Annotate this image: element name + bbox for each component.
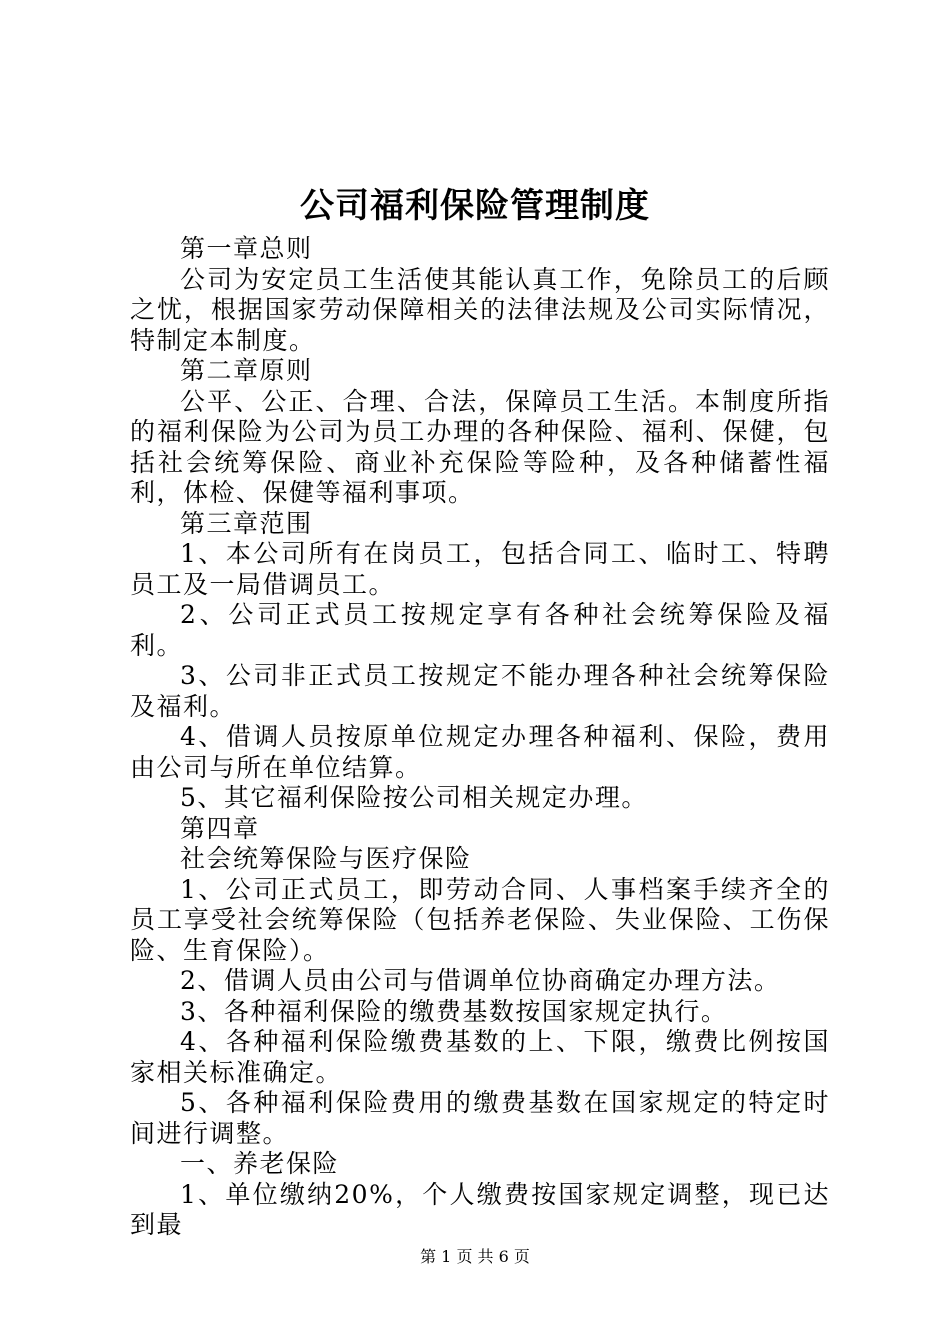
list-item: 1、公司正式员工，即劳动合同、人事档案手续齐全的员工享受社会统筹保险（包括养老保险、失业保险、工伤保险、生育保险）。 bbox=[130, 874, 830, 965]
document-body bbox=[130, 234, 830, 1241]
paragraph: 公平、公正、合理、合法，保障员工生活。本制度所指的福利保险为公司为员工办理的各种保险、福利、保健，包括社会统筹保险、商业补充保险等险种，及各种储蓄性福利，体检、保健等福利事项。 bbox=[130, 386, 830, 507]
subsection-heading: 一、养老保险 bbox=[180, 1149, 340, 1178]
chapter-4-heading: 第四章 bbox=[180, 813, 260, 843]
list-item: 4、各种福利保险缴费基数的上、下限，缴费比例按国家相关标准确定。 bbox=[130, 1027, 830, 1087]
chapter-3-heading: 第三章范围 bbox=[180, 508, 313, 538]
page-number-footer: 第 1 页 共 6 页 bbox=[420, 1247, 530, 1266]
list-item: 4、借调人员按原单位规定办理各种福利、保险，费用由公司与所在单位结算。 bbox=[130, 722, 830, 782]
document-title: 公司福利保险管理制度 bbox=[300, 186, 650, 226]
chapter-1-heading: 第一章总则 bbox=[180, 234, 313, 263]
paragraph: 公司为安定员工生活使其能认真工作，免除员工的后顾之忧，根据国家劳动保障相关的法律法规及公司实际情况，特制定本制度。 bbox=[130, 264, 830, 355]
list-item: 2、借调人员由公司与借调单位协商确定办理方法。 bbox=[180, 966, 781, 995]
list-item: 1、本公司所有在岗员工，包括合同工、临时工、特聘员工及一局借调员工。 bbox=[130, 539, 830, 599]
list-item: 3、公司非正式员工按规定不能办理各种社会统筹保险及福利。 bbox=[130, 661, 830, 721]
list-item: 2、公司正式员工按规定享有各种社会统筹保险及福利。 bbox=[130, 600, 830, 660]
list-item: 1、单位缴纳20%，个人缴费按国家规定调整，现已达到最 bbox=[130, 1179, 830, 1239]
list-item: 5、其它福利保险按公司相关规定办理。 bbox=[180, 783, 648, 812]
list-item: 5、各种福利保险费用的缴费基数在国家规定的特定时间进行调整。 bbox=[130, 1088, 830, 1148]
section-heading: 社会统筹保险与医疗保险 bbox=[180, 844, 472, 873]
chapter-2-heading: 第二章原则 bbox=[180, 356, 313, 385]
list-item: 3、各种福利保险的缴费基数按国家规定执行。 bbox=[180, 996, 728, 1026]
